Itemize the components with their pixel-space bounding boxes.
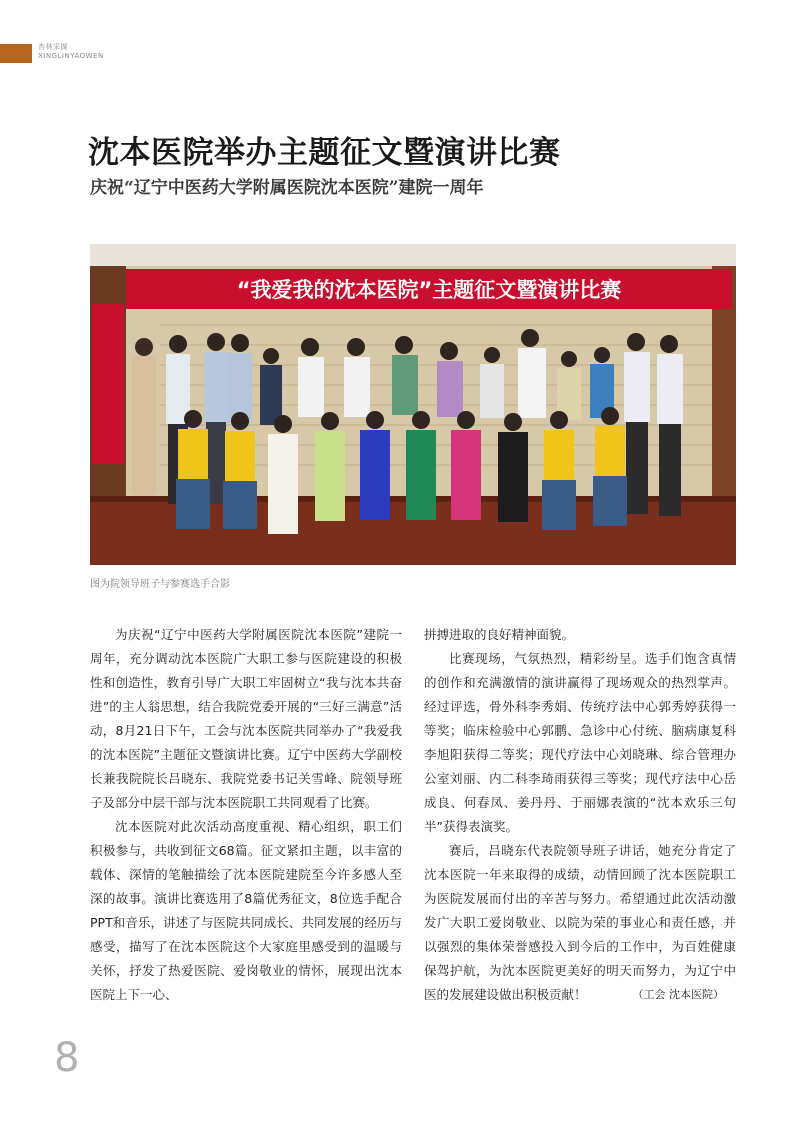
photo-banner-text: “我爱我的沈本医院”主题征文暨演讲比赛: [236, 278, 622, 302]
group-photo-illustration: [90, 244, 736, 565]
page-number: 8: [54, 1035, 80, 1081]
paragraph-4: 赛后，吕晓东代表院领导班子讲话，她充分肯定了沈本医院一年来取得的成绩，动情回顾了沈本医院职工为医院发展而付出的辛苦与努力。希望通过此次活动激发广大职工爱岗敬业、以院为荣的事业心和责任感，并以强烈的集体荣誉感投入到今后的工作中，为百姓健康保驾护航，为沈本医院更美好的明天而努力，为辽宁中医的发展建设做出积极贡献！: [424, 843, 736, 1002]
article-subtitle: 庆祝“辽宁中医药大学附属医院沈本医院”建院一周年: [90, 178, 484, 198]
section-label-en: XINGLINYAOWEN: [38, 52, 104, 60]
article-column-right: [424, 623, 736, 1007]
article-column-left: [90, 623, 402, 1007]
article-title: 沈本医院举办主题征文暨演讲比赛: [88, 135, 561, 171]
section-label-cn: 杏林采撷: [38, 43, 68, 51]
section-label: [38, 43, 104, 61]
article-signature: （工会 沈本医院）: [632, 988, 724, 1001]
group-photo: [90, 244, 736, 565]
photo-caption: 图为院领导班子与参赛选手合影: [90, 579, 230, 590]
paragraph-2: 沈本医院对此次活动高度重视、精心组织，职工们积极参与，共收到征文68篇。征文紧扣主题，以丰富的载体、深情的笔触描绘了沈本医院建院至今许多感人至深的故事。演讲比赛选用了8篇优秀征文，8位选手配合PPT和音乐，讲述了与医院共同成长、共同发展的经历与感受，描写了在沈本医院这个大家庭里感受到的温暖与关怀，抒发了热爱医院、爱岗敬业的情怀，展现出沈本医院上下一心、: [90, 819, 402, 1002]
header-accent-bar: [0, 44, 32, 63]
paragraph-2-continued: 拼搏进取的良好精神面貌。: [424, 627, 575, 642]
paragraph-3: 比赛现场，气氛热烈，精彩纷呈。选手们饱含真情的创作和充满激情的演讲赢得了现场观众的热烈掌声。经过评选，骨外科李秀娟、传统疗法中心郭秀婷获得一等奖；临床检验中心郭鹏、急诊中心付统、脑病康复科李旭阳获得二等奖；现代疗法中心刘晓琳、综合管理办公室刘丽、内二科李琦雨获得三等奖；现代疗法中心岳成良、何春凤、姜丹丹、于丽娜表演的“沈本欢乐三句半”获得表演奖。: [424, 651, 736, 834]
paragraph-1: 为庆祝“辽宁中医药大学附属医院沈本医院”建院一周年，充分调动沈本医院广大职工参与医院建设的积极性和创造性，教育引导广大职工牢固树立“我与沈本共奋进”的主人翁思想，结合我院党委开展的“三好三满意”活动，8月21日下午，工会与沈本医院共同举办了“我爱我的沈本医院”主题征文暨演讲比赛。辽宁中医药大学副校长兼我院院长吕晓东、我院党委书记关雪峰、院领导班子及部分中层干部与沈本医院职工共同观看了比赛。: [90, 627, 402, 810]
